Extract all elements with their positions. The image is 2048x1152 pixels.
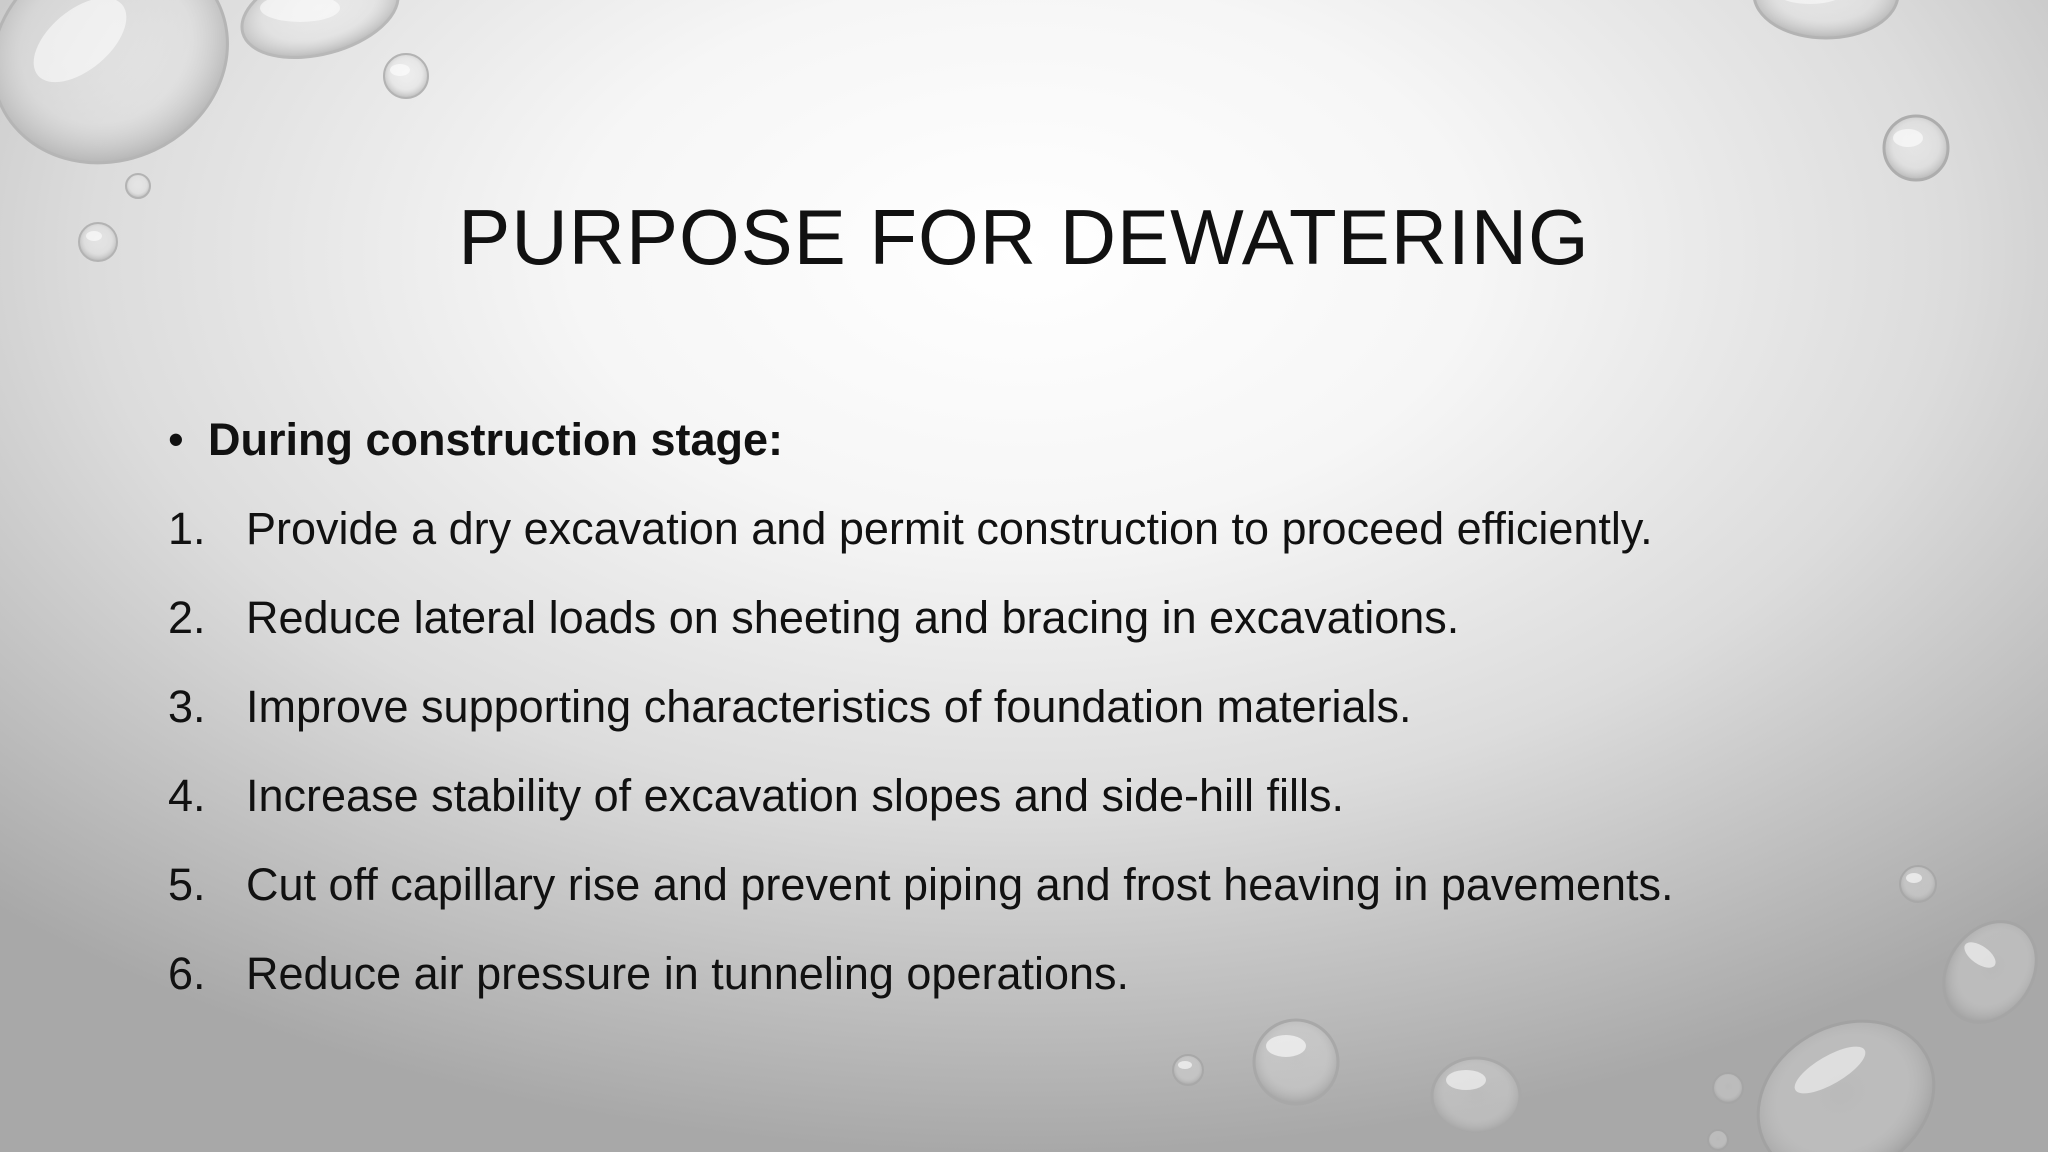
section-heading	[168, 408, 1928, 497]
list-item	[168, 675, 1928, 764]
slide-title: PURPOSE FOR DEWATERING	[458, 193, 1590, 281]
slide-body	[168, 408, 1928, 1031]
list-number: 4.	[168, 770, 206, 821]
droplet-small-top-left	[384, 54, 428, 98]
list-item-text: Cut off capillary rise and prevent piping and frost heaving in pavements.	[246, 859, 1674, 910]
list-number: 5.	[168, 859, 206, 910]
list-number: 2.	[168, 592, 206, 643]
droplet-top-right	[1754, 0, 1898, 38]
droplet-right-upper	[1884, 116, 1948, 180]
droplet-bottom-center-1	[1254, 1020, 1338, 1104]
list-number: 1.	[168, 503, 206, 554]
list-item-text: Provide a dry excavation and permit construction to proceed efficiently.	[246, 503, 1653, 554]
bullet-marker: •	[168, 414, 184, 465]
droplet-bottom-right-small	[1708, 1073, 1743, 1150]
list-item-text: Reduce air pressure in tunneling operations.	[246, 948, 1130, 999]
list-item	[168, 497, 1928, 586]
list-item	[168, 764, 1928, 853]
list-item	[168, 942, 1928, 1031]
list-item-text: Improve supporting characteristics of foundation materials.	[246, 681, 1412, 732]
droplet-top-left-2	[232, 0, 408, 73]
section-heading-text: During construction stage:	[208, 414, 784, 465]
droplet-bottom-center-2	[1432, 1058, 1520, 1134]
list-number: 3.	[168, 681, 206, 732]
droplet-large-top-left	[0, 0, 263, 201]
list-number: 6.	[168, 948, 206, 999]
list-item	[168, 586, 1928, 675]
droplet-bottom-right-1	[1925, 904, 2048, 1041]
droplet-bottom-center-small	[1173, 1055, 1203, 1085]
list-item-text: Increase stability of excavation slopes and side-hill fills.	[246, 770, 1345, 821]
list-item-text: Reduce lateral loads on sheeting and bracing in excavations.	[246, 592, 1460, 643]
list-item	[168, 853, 1928, 942]
